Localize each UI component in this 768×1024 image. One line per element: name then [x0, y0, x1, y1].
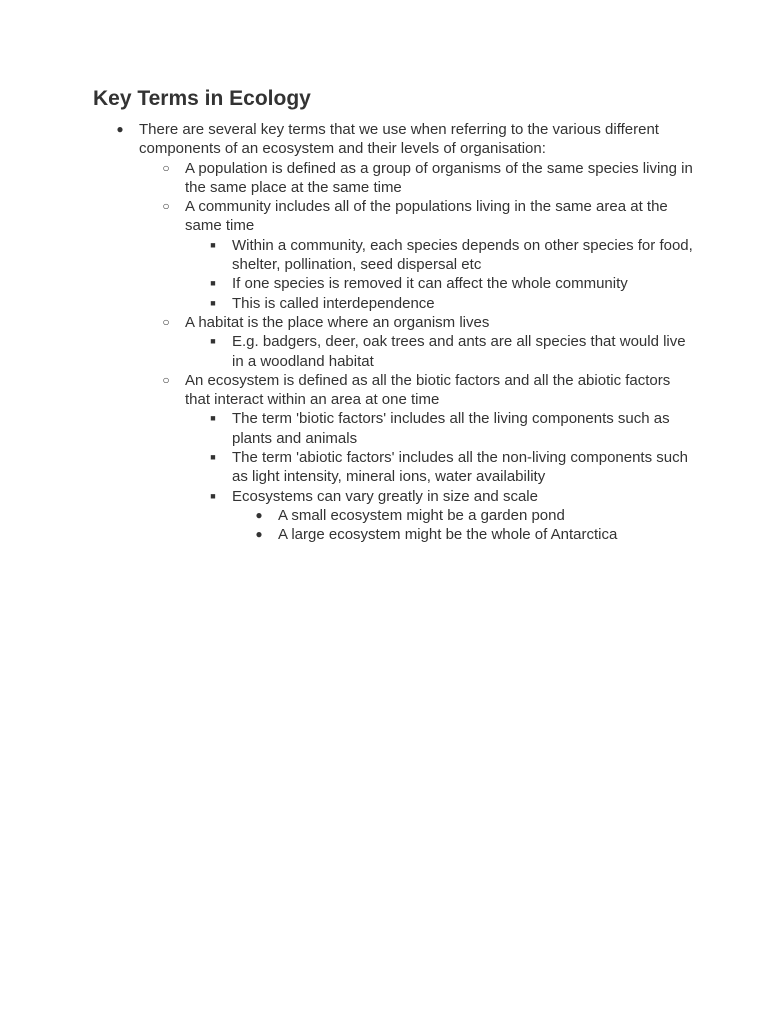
list-item-text: If one species is removed it can affect the whole community	[232, 275, 628, 293]
sub-list	[162, 159, 699, 545]
sub-list	[255, 506, 699, 545]
circle-bullet-icon: ○	[162, 372, 170, 387]
list-item-text: An ecosystem is defined as all the biotic factors and all the abiotic factors that interact within an area at one time	[185, 371, 671, 409]
list-item	[210, 236, 699, 275]
list-item	[210, 294, 699, 313]
list-item	[210, 274, 699, 293]
list-item-text: The term 'biotic factors' includes all the living components such as plants and animals	[232, 410, 670, 447]
list-item	[255, 525, 699, 544]
sub-list	[210, 236, 699, 313]
page-title: Key Terms in Ecology	[93, 87, 311, 110]
list-item	[162, 197, 699, 313]
list-item-text: A population is defined as a group of organisms of the same species living in the same place at the same time	[185, 159, 693, 196]
disc-bullet-icon: ●	[116, 122, 124, 136]
list-item-text: E.g. badgers, deer, oak trees and ants are all species that would live in a woodland habitat	[232, 333, 686, 370]
list-item-text: Within a community, each species depends on other species for food, shelter, pollination, seed dispersal etc	[232, 236, 693, 274]
square-bullet-icon: ■	[210, 278, 216, 289]
list-item-text: A habitat is the place where an organism lives	[185, 313, 490, 331]
disc-bullet-icon: ●	[255, 527, 263, 542]
list-item	[162, 159, 699, 198]
list-item	[162, 371, 699, 545]
list-item-text: A large ecosystem might be the whole of Antarctica	[278, 526, 618, 544]
list-item	[210, 409, 699, 448]
square-bullet-icon: ■	[210, 336, 216, 347]
circle-bullet-icon: ○	[162, 314, 170, 329]
list-item	[255, 506, 699, 525]
list-item-text: There are several key terms that we use when referring to the various different components of an ecosystem and their levels of organisation:	[139, 121, 659, 158]
circle-bullet-icon: ○	[162, 160, 170, 175]
square-bullet-icon: ■	[210, 297, 216, 308]
bullet-list	[116, 120, 699, 545]
list-item-text: Ecosystems can vary greatly in size and scale	[232, 487, 538, 505]
list-item-text: A community includes all of the populations living in the same area at the same time	[185, 198, 668, 235]
square-bullet-icon: ■	[210, 490, 216, 501]
list-item	[162, 313, 699, 371]
list-item-text: A small ecosystem might be a garden pond	[278, 506, 565, 524]
list-item	[116, 120, 699, 545]
square-bullet-icon: ■	[210, 239, 216, 250]
sub-list	[210, 409, 699, 544]
disc-bullet-icon: ●	[255, 507, 263, 522]
list-item	[210, 448, 699, 487]
sub-list	[210, 332, 699, 371]
list-item	[210, 487, 699, 545]
circle-bullet-icon: ○	[162, 199, 170, 214]
square-bullet-icon: ■	[210, 452, 216, 463]
square-bullet-icon: ■	[210, 413, 216, 424]
list-item	[210, 332, 699, 371]
list-item-text: This is called interdependence	[232, 294, 435, 312]
list-item-text: The term 'abiotic factors' includes all the non-living components such as light intensity, mineral ions, water availability	[232, 449, 688, 486]
